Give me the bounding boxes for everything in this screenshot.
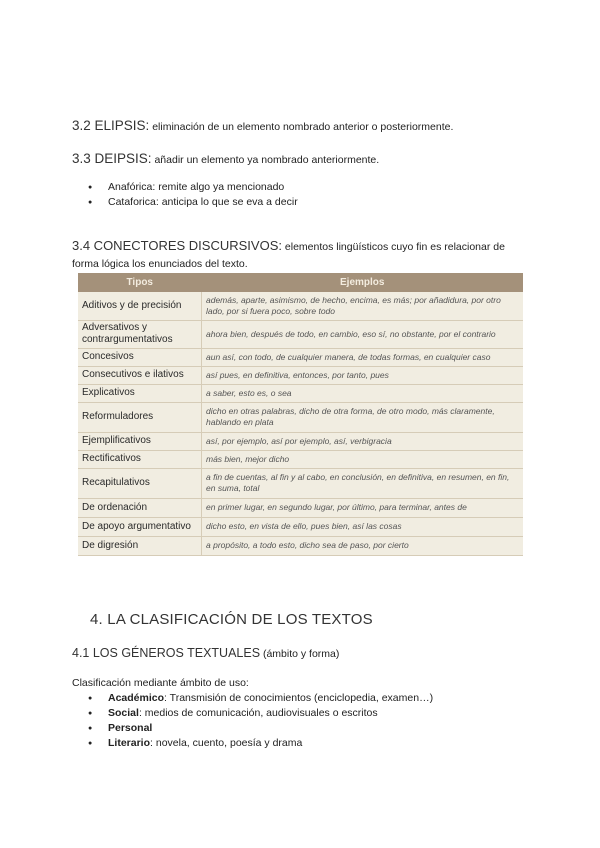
uso-list [72,691,552,751]
section-3-3-title: 3.3 DEIPSIS: [72,151,152,166]
table-row [78,536,523,555]
section-3-3-text: añadir un elemento ya nombrado anteriormente. [151,154,380,166]
list-item-label: Académico [108,692,165,704]
list-item-text: : Transmisión de conocimientos (enciclopedia, examen…) [164,692,434,704]
tipo-cell: Concesivos [78,348,202,366]
table-row [78,320,523,348]
section-3-4-text: elementos lingüísticos cuyo fin es relacionar de forma lógica los enunciados del texto. [72,241,505,270]
ejemplo-cell: así pues, en definitiva, entonces, por tanto, pues [202,366,524,384]
list-item [72,706,552,721]
table-row [78,348,523,366]
table-row [78,517,523,536]
section-3-4 [72,237,532,273]
tipo-cell: Explicativos [78,384,202,402]
table-row [78,450,523,468]
connectors-table [78,273,523,556]
ejemplo-cell: a propósito, a todo esto, dicho sea de paso, por cierto [202,536,524,555]
tipo-cell: De apoyo argumentativo [78,517,202,536]
tipo-cell: Aditivos y de precisión [78,292,202,320]
header-tipos: Tipos [78,273,202,292]
heading-4-clasificacion: 4. LA CLASIFICACIÓN DE LOS TEXTOS [90,611,373,628]
table-row [78,432,523,450]
section-3-2-title: 3.2 ELIPSIS: [72,118,150,133]
deixis-list [72,180,552,210]
clasificacion-intro: Clasificación mediante ámbito de uso: [72,677,249,689]
table-row [78,498,523,517]
table-row [78,402,523,432]
list-item [72,691,552,706]
section-3-2-text: eliminación de un elemento nombrado anterior o posteriormente. [149,121,454,133]
tipo-cell: Rectificativos [78,450,202,468]
ejemplo-cell: además, aparte, asimismo, de hecho, encima, es más; por añadidura, por otro lado, por si fuera poco, sobre todo [202,292,524,320]
ejemplo-cell: aun así, con todo, de cualquier manera, de todas formas, en cualquier caso [202,348,524,366]
table-row [78,292,523,320]
section-3-2 [72,118,453,133]
heading-4-1-title: 4.1 LOS GÉNEROS TEXTUALES [72,646,261,660]
section-3-4-title: 3.4 CONECTORES DISCURSIVOS: [72,238,282,253]
table-header-row [78,273,523,292]
tipo-cell: Adversativos y contrargumentativos [78,320,202,348]
list-item: ● Anafórica: remite algo ya mencionado [72,180,552,195]
ejemplo-cell: a saber, esto es, o sea [202,384,524,402]
ejemplo-cell: así, por ejemplo, así por ejemplo, así, verbigracia [202,432,524,450]
table-row [78,366,523,384]
ejemplo-cell: en primer lugar, en segundo lugar, por último, para terminar, antes de [202,498,524,517]
ejemplo-cell: ahora bien, después de todo, en cambio, eso sí, no obstante, por el contrario [202,320,524,348]
table-row [78,384,523,402]
list-item-label: Personal [108,722,153,734]
tipo-cell: De digresión [78,536,202,555]
tipo-cell: Recapitulativos [78,468,202,498]
heading-4-1 [72,646,339,660]
tipo-cell: Reformuladores [78,402,202,432]
list-item-label: Literario [108,737,151,749]
list-item-text: : medios de comunicación, audiovisuales o escritos [138,707,378,719]
header-ejemplos: Ejemplos [202,273,524,292]
ejemplo-cell: a fin de cuentas, al fin y al cabo, en conclusión, en definitiva, en resumen, en fin, en suma, total [202,468,524,498]
list-item [72,736,552,751]
list-item: ● Cataforica: anticipa lo que se eva a decir [72,195,552,210]
list-item-text: : novela, cuento, poesía y drama [150,737,303,749]
tipo-cell: Ejemplificativos [78,432,202,450]
list-item-label: Social [108,707,139,719]
tipo-cell: De ordenación [78,498,202,517]
section-3-3 [72,151,379,166]
table-row [78,468,523,498]
ejemplo-cell: más bien, mejor dicho [202,450,524,468]
list-item [72,721,552,736]
heading-4-1-subtitle: (ámbito y forma) [260,648,340,660]
tipo-cell: Consecutivos e ilativos [78,366,202,384]
ejemplo-cell: dicho en otras palabras, dicho de otra forma, de otro modo, más claramente, hablando en plata [202,402,524,432]
ejemplo-cell: dicho esto, en vista de ello, pues bien, así las cosas [202,517,524,536]
